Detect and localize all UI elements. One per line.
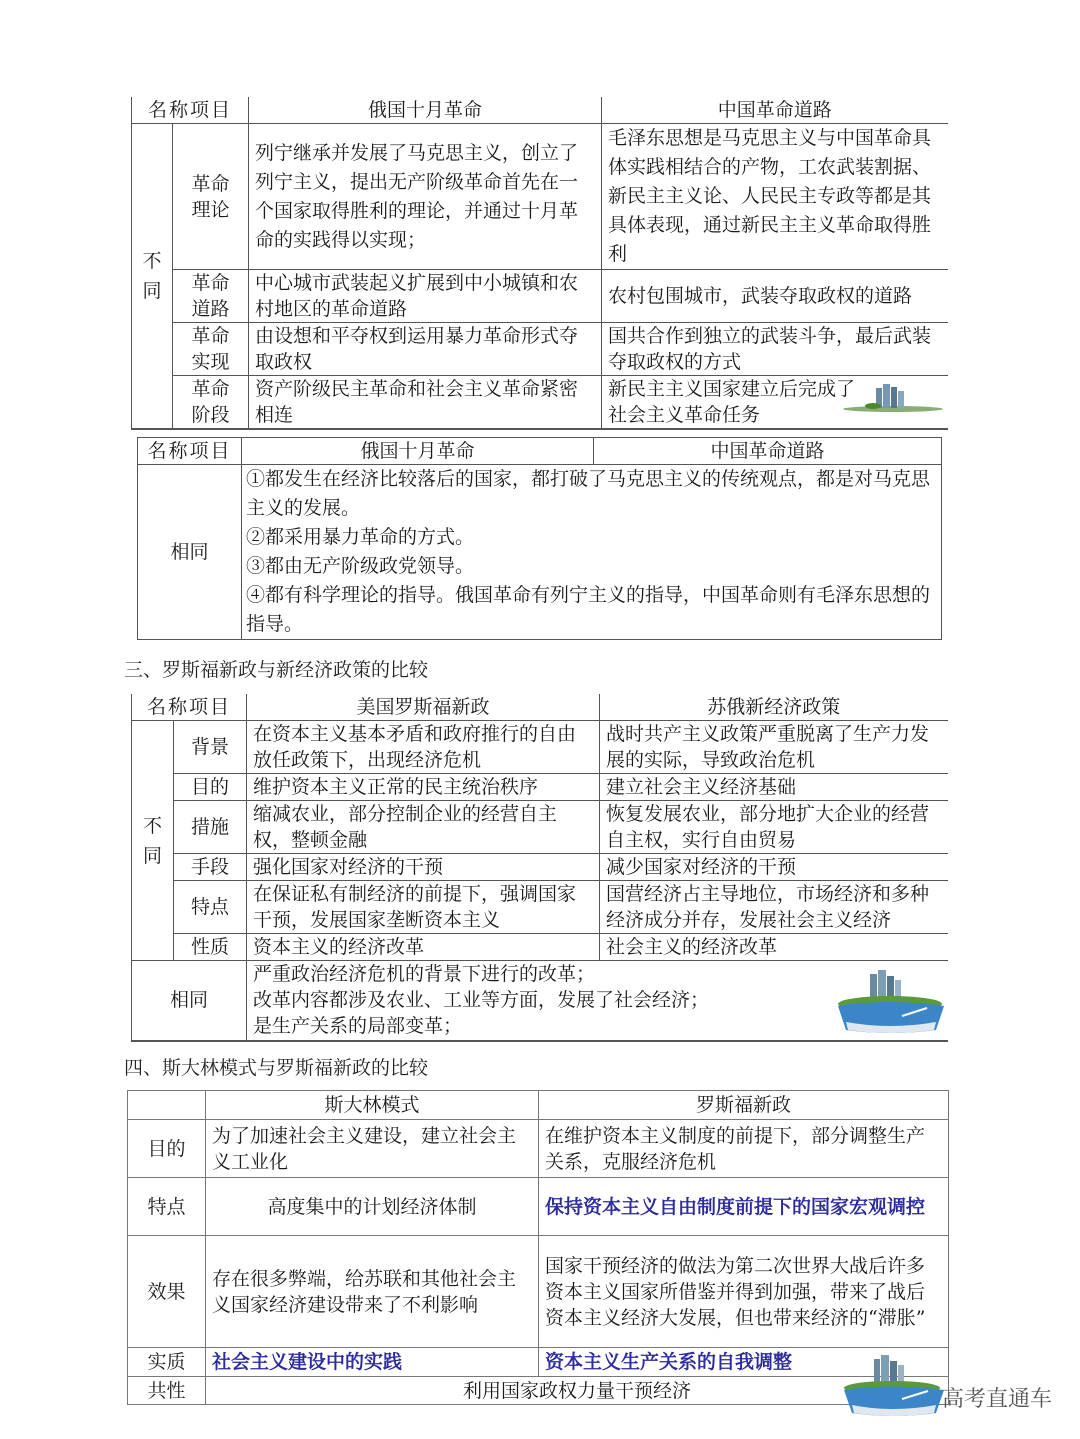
header-us: 美国罗斯福新政 — [247, 694, 600, 721]
cell-russia: 列宁继承并发展了马克思主义，创立了列宁主义，提出无产阶级革命首先在一个国家取得胜利的理论，并通过十月革命的实践得以实现； — [249, 124, 602, 270]
header-item: 名称项目 — [132, 694, 247, 721]
cell-us: 在保证私有制经济的前提下，强调国家干预，发展国家垄断资本主义 — [247, 881, 600, 934]
header-china: 中国革命道路 — [594, 438, 942, 465]
cell-fdr: 在维护资本主义制度的前提下，部分调整生产关系，克服经济危机 — [539, 1120, 949, 1178]
cell-us: 维护资本主义正常的民主统治秩序 — [247, 774, 600, 801]
cell-stalin: 为了加速社会主义建设，建立社会主义工业化 — [206, 1120, 539, 1178]
row-label: 措施 — [174, 801, 247, 854]
row-label: 实质 — [128, 1348, 206, 1377]
row-label: 革命 理论 — [173, 124, 249, 270]
same-item: ③都由无产阶级政党领导。 — [246, 555, 475, 577]
group-label-text: 不同 — [143, 814, 163, 867]
same-item: ④都有科学理论的指导。俄国革命有列宁主义的指导，中国革命则有毛泽东思想的指导。 — [246, 584, 931, 635]
row-label: 目的 — [174, 774, 247, 801]
cell-ussr: 国营经济占主导地位，市场经济和多种经济成分并存，发展社会主义经济 — [600, 881, 948, 934]
header-stalin: 斯大林模式 — [206, 1091, 539, 1120]
table-revolution-differences — [131, 97, 948, 430]
cell-ussr: 战时共产主义政策严重脱离了生产力发展的实际，导致政治危机 — [600, 721, 948, 774]
row-label: 革命 实现 — [173, 323, 249, 376]
cell-china: 新民主主义国家建立后完成了社会主义革命任务 — [602, 376, 948, 430]
header-russia: 俄国十月革命 — [242, 438, 594, 465]
table-revolution-similarities — [137, 437, 942, 640]
same-item: 改革内容都涉及农业、工业等方面，发展了社会经济； — [253, 989, 710, 1012]
header-item: 名称项目 — [132, 97, 249, 124]
row-label: 背景 — [174, 721, 247, 774]
same-item: ①都发生在经济比较落后的国家，都打破了马克思主义的传统观点，都是对马克思主义的发展。 — [246, 468, 931, 519]
header-ussr: 苏俄新经济政策 — [600, 694, 948, 721]
row-label: 性质 — [174, 934, 247, 961]
same-item: 严重政治经济危机的背景下进行的改革； — [253, 963, 596, 986]
header-china: 中国革命道路 — [602, 97, 948, 124]
cell-china: 国共合作到独立的武装斗争，最后武装夺取政权的方式 — [602, 323, 948, 376]
cell-us: 缩减农业，部分控制企业的经营自主权，整顿金融 — [247, 801, 600, 854]
header-item: 名称项目 — [138, 438, 242, 465]
table-newdeal-nep — [131, 694, 948, 1042]
cell-stalin-highlight: 社会主义建设中的实践 — [206, 1348, 539, 1377]
cell-us: 强化国家对经济的干预 — [247, 854, 600, 881]
row-label: 特点 — [128, 1178, 206, 1236]
cell-china: 农村包围城市，武装夺取政权的道路 — [602, 270, 948, 323]
cell-fdr: 国家干预经济的做法为第二次世界大战后许多资本主义国家所借鉴并得到加强，带来了战后资本主义经济大发展，但也带来经济的“滞胀” — [539, 1236, 949, 1348]
section-3-title: 三、罗斯福新政与新经济政策的比较 — [124, 659, 429, 681]
cell-fdr-highlight: 保持资本主义自由制度前提下的国家宏观调控 — [539, 1178, 949, 1236]
city-island-decoration-icon — [840, 1355, 948, 1417]
row-label: 手段 — [174, 854, 247, 881]
cell-ussr: 减少国家对经济的干预 — [600, 854, 948, 881]
group-label-text: 不同 — [142, 250, 162, 302]
cell-fdr-highlight: 资本主义生产关系的自我调整 — [539, 1348, 949, 1377]
same-label: 相同 — [132, 961, 247, 1041]
section-4-title: 四、斯大林模式与罗斯福新政的比较 — [124, 1057, 429, 1079]
cell-us: 资本主义的经济改革 — [247, 934, 600, 961]
city-island-decoration-icon — [838, 382, 948, 412]
cell-us: 在资本主义基本矛盾和政府推行的自由放任政策下，出现经济危机 — [247, 721, 600, 774]
header-russia: 俄国十月革命 — [249, 97, 602, 124]
row-label: 效果 — [128, 1236, 206, 1348]
cell-russia: 资产阶级民主革命和社会主义革命紧密相连 — [249, 376, 602, 430]
same-item: ②都采用暴力革命的方式。 — [246, 526, 475, 548]
same-label: 相同 — [138, 465, 242, 640]
row-label: 特点 — [174, 881, 247, 934]
same-content — [242, 465, 942, 640]
cell-stalin: 高度集中的计划经济体制 — [206, 1178, 539, 1236]
common-value: 利用国家政权力量干预经济 — [206, 1377, 949, 1405]
cell-russia: 中心城市武装起义扩展到中小城镇和农村地区的革命道路 — [249, 270, 602, 323]
cell-russia: 由设想和平夺权到运用暴力革命形式夺取政权 — [249, 323, 602, 376]
cell-ussr: 恢复发展农业，部分地扩大企业的经营自主权，实行自由贸易 — [600, 801, 948, 854]
table-stalin-newdeal — [127, 1090, 949, 1405]
row-label: 目的 — [128, 1120, 206, 1178]
header-fdr: 罗斯福新政 — [539, 1091, 949, 1120]
row-label: 革命 道路 — [173, 270, 249, 323]
group-label-different — [132, 124, 173, 430]
header-empty — [128, 1091, 206, 1120]
city-island-decoration-icon — [832, 968, 950, 1034]
group-label-different — [132, 721, 174, 961]
row-label: 革命 阶段 — [173, 376, 249, 430]
common-label: 共性 — [128, 1377, 206, 1405]
same-item: 是生产关系的局部变革； — [253, 1015, 463, 1038]
cell-ussr: 建立社会主义经济基础 — [600, 774, 948, 801]
watermark-label: 高考直通车 — [942, 1387, 1053, 1412]
cell-stalin: 存在很多弊端，给苏联和其他社会主义国家经济建设带来了不利影响 — [206, 1236, 539, 1348]
cell-ussr: 社会主义的经济改革 — [600, 934, 948, 961]
cell-china: 毛泽东思想是马克思主义与中国革命具体实践相结合的产物，工农武装割据、新民主主义论、人民民主专政等都是其具体表现，通过新民主主义革命取得胜利 — [602, 124, 948, 270]
